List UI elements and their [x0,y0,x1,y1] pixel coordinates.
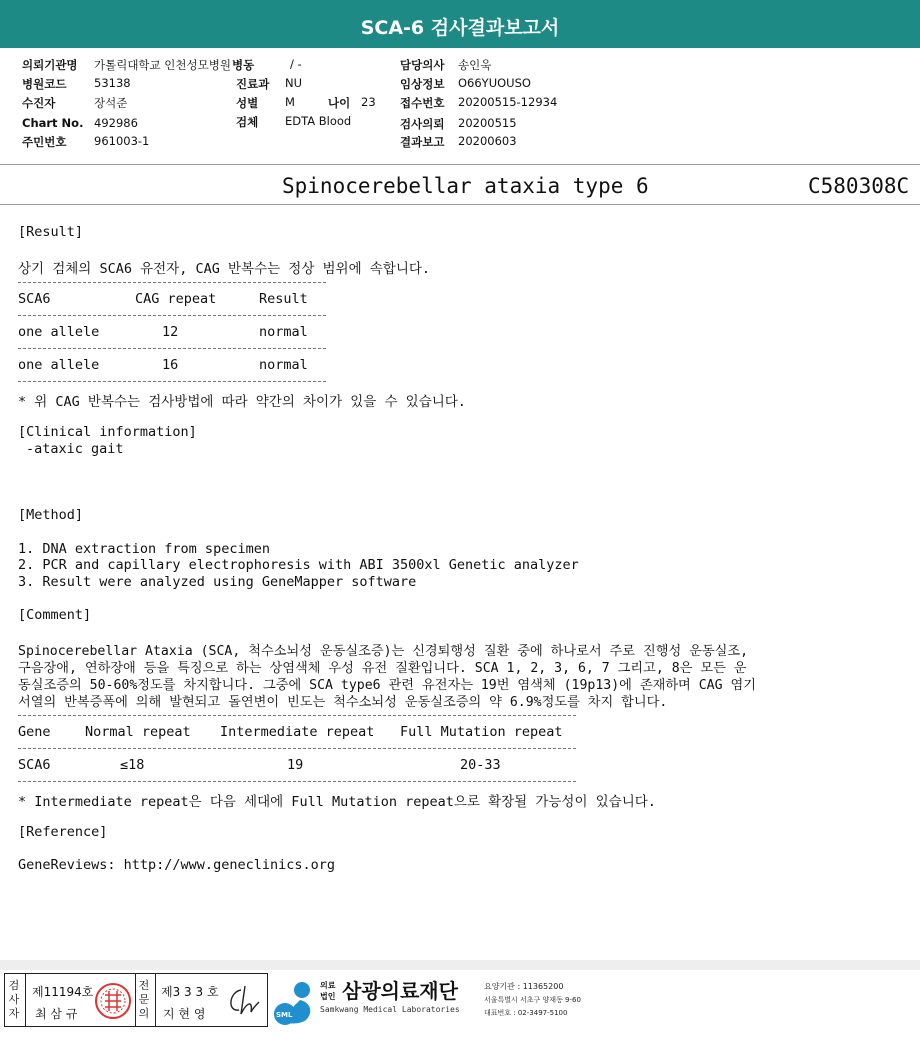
receipt-label: 접수번호 [400,96,445,110]
divider [0,204,920,205]
table-rule [18,315,326,316]
table-rule [18,748,576,749]
chart-value: 492986 [94,116,138,130]
comment-note: * Intermediate repeat은 다음 세대에 Full Mutation repeat으로 확장될 가능성이 있습니다. [18,794,656,810]
id-value: 961003-1 [94,134,150,148]
clinical-value: O66YUOUSO [458,76,531,90]
result-summary: 상기 검체의 SCA6 유전자, CAG 반복수는 정상 범위에 속합니다. [18,261,431,277]
report-title: SCA-6 검사결과보고서 [360,17,560,39]
result-heading: [Result] [18,224,84,240]
comment-line: 동실조증의 50-60%정도를 차지합니다. 그중에 SCA type6 관련 유전자는 19번 염색체 (19p13)에 존재하며 CAG 염기 [18,678,756,693]
patient-label: 수진자 [22,96,56,110]
specialist-vertical-label: 전 문 의 [138,979,150,1020]
inspector-number: 제11194호 [32,985,94,999]
seal-stamp-icon [93,981,133,1021]
divider [135,974,136,1026]
table-cell: SCA6 [18,757,51,773]
request-value: 20200515 [458,116,517,130]
receipt-value: 20200515-12934 [458,95,558,109]
table-rule [18,781,576,782]
signature-box [4,973,268,1027]
age-value: 23 [361,95,376,109]
footer-band [0,960,920,970]
test-code: C580308C [808,174,910,198]
corp-type-1: 의료 [320,981,336,990]
doctor-value: 송인욱 [458,58,492,72]
gene-header: Gene [18,724,51,740]
table-cell: normal [259,324,308,340]
reference-text: GeneReviews: http://www.geneclinics.org [18,857,335,873]
comment-line: 구음장애, 연하장애 등을 특징으로 하는 상염색체 우성 유전 질환입니다. SCA 1, 2, 3, 6, 7 그리고, 8은 모든 운 [18,661,747,676]
org-name: 삼광의료재단 [342,979,458,1003]
divider [0,164,920,165]
intermediate-header: Intermediate repeat [220,724,375,740]
specimen-label: 검체 [236,115,259,129]
institution-code: 요양기관 : 11365200 [484,982,564,991]
patient-value: 장석준 [94,96,128,110]
report-label: 결과보고 [400,135,445,149]
corp-type-2: 법인 [320,992,336,1001]
table-cell: 16 [162,357,179,373]
ward-value: / - [290,57,302,71]
result-header-gene: SCA6 [18,291,51,307]
table-cell: normal [259,357,308,373]
comment-heading: [Comment] [18,607,92,623]
table-cell: 20-33 [460,757,501,773]
specimen-value: EDTA Blood [285,114,352,128]
id-label: 주민번호 [22,135,67,149]
table-rule [18,715,576,716]
specialist-number: 제3 3 3 호 [161,985,219,999]
reference-heading: [Reference] [18,824,108,840]
dept-label: 진료과 [236,77,270,91]
ward-label: 병동 [232,58,255,72]
table-rule [18,381,326,382]
table-cell: one allele [18,324,100,340]
report-value: 20200603 [458,134,517,148]
comment-line: 서열의 반복증폭에 의해 발현되고 돌연변이 빈도는 척수소뇌성 운동실조증의 약 6.9%정도를 차지 합니다. [18,695,668,710]
age-label: 나이 [328,96,351,110]
table-cell: ≤18 [120,757,145,773]
test-name: Spinocerebellar ataxia type 6 [282,174,649,198]
code-label: 병원코드 [22,77,67,91]
normal-header: Normal repeat [85,724,191,740]
signature-icon [223,982,263,1020]
report-header [0,0,920,48]
table-cell: 19 [287,757,304,773]
hospital-value: 가톨릭대학교 인천성모병원 [94,58,231,72]
result-header-repeat: CAG repeat [135,291,217,307]
method-step: 3. Result were analyzed using GeneMapper software [18,574,417,590]
table-rule [18,282,326,283]
doctor-label: 담당의사 [400,58,445,72]
request-label: 검사의뢰 [400,117,445,131]
table-cell: one allele [18,357,100,373]
result-header-result: Result [259,291,308,307]
code-value: 53138 [94,76,131,90]
inspector-name: 최 삼 규 [35,1007,78,1021]
dept-value: NU [285,76,303,90]
result-note: * 위 CAG 반복수는 검사방법에 따라 약간의 차이가 있을 수 있습니다. [18,394,466,410]
logo-badge-text: SML [276,1011,293,1019]
sex-label: 성별 [236,96,259,110]
divider [25,974,26,1026]
method-step: 2. PCR and capillary electrophoresis with ABI 3500xl Genetic analyzer [18,557,579,573]
clinical-heading: [Clinical information] [18,424,197,440]
sex-value: M [285,95,295,109]
clinical-text: -ataxic gait [26,441,124,457]
table-rule [18,348,326,349]
org-english-name: Samkwang Medical Laboratories [320,1005,460,1014]
specialist-name: 지 현 영 [163,1007,206,1021]
full-mutation-header: Full Mutation repeat [400,724,563,740]
method-heading: [Method] [18,507,84,523]
sml-logo-icon [270,976,320,1026]
inspector-vertical-label: 검 사 자 [8,979,20,1020]
address: 서울특별시 서초구 양재동 9-60 [484,996,581,1004]
table-cell: 12 [162,324,179,340]
divider [155,974,156,1026]
chart-label: Chart No. [22,116,84,130]
clinical-label: 임상정보 [400,77,445,91]
method-step: 1. DNA extraction from specimen [18,541,270,557]
phone: 대표번호 : 02-3497-5100 [484,1009,568,1017]
hospital-label: 의뢰기관명 [22,58,78,72]
comment-line: Spinocerebellar Ataxia (SCA, 척수소뇌성 운동실조증)는 신경퇴행성 질환 중에 하나로서 주로 진행성 운동실조, [18,644,749,659]
